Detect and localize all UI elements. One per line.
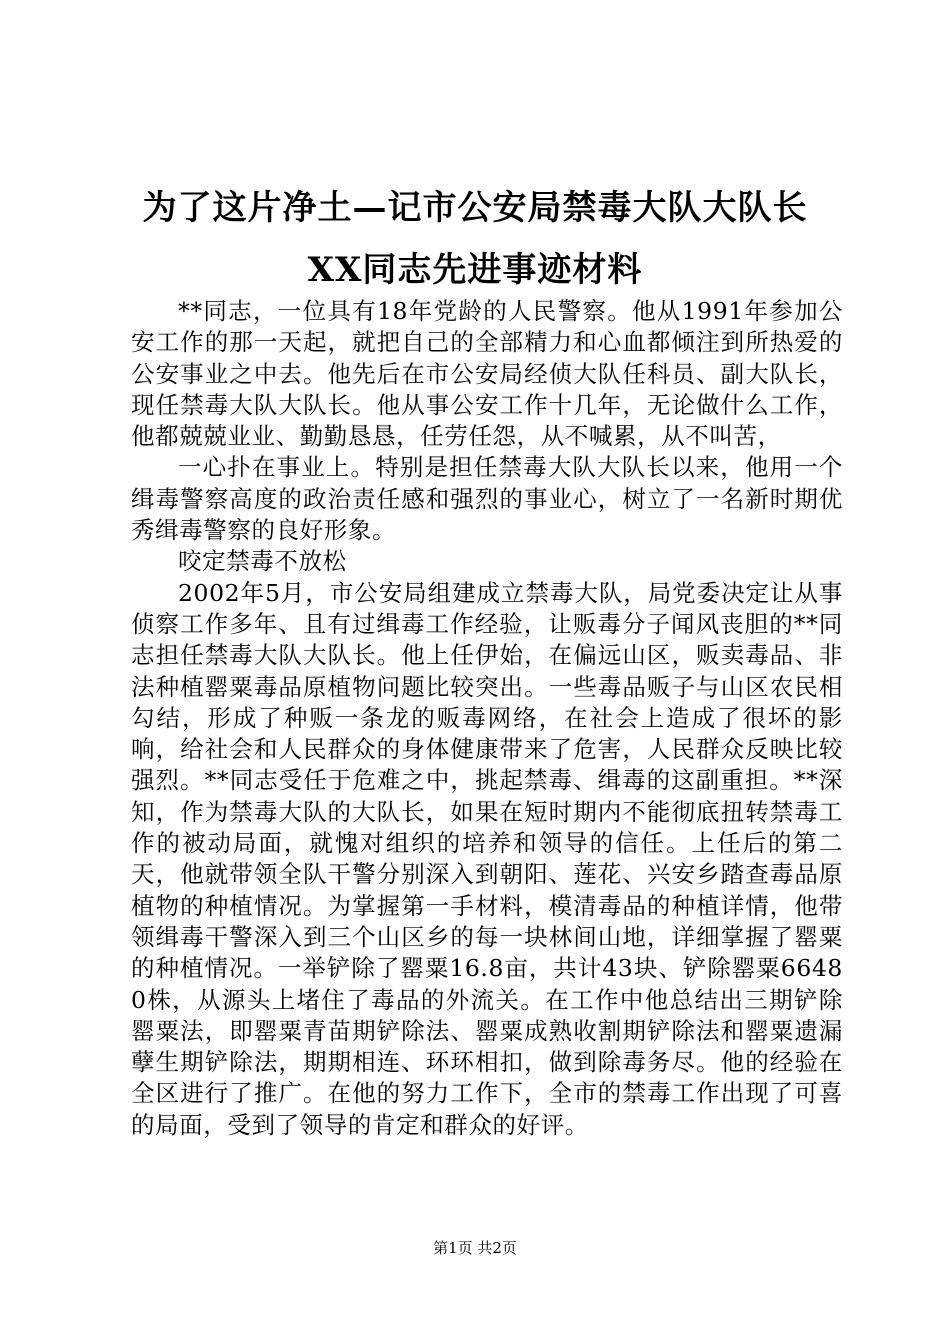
paragraph-dedication: 一心扑在事业上。特别是担任禁毒大队大队长以来，他用一个缉毒警察高度的政治责任感和强烈的事业心，树立了一名新时期优秀缉毒警察的良好形象。 [131,453,843,545]
page-footer: 第1页 共2页 [433,1239,517,1257]
section-heading: 咬定禁毒不放松 [178,547,347,576]
paragraph-intro: **同志，一位具有18年党龄的人民警察。他从1991年参加公安工作的那一天起，就把自己的全部精力和心血都倾注到所热爱的公安事业之中去。他先后在市公安局经侦大队任科员、副大队长，现任禁毒大队大队长。他从事公安工作十几年，无论做什么工作，他都兢兢业业、勤勤恳恳，任劳任怨，从不喊累，从不叫苦， [131,297,843,451]
document-title-line-2: XX同志先进事迹材料 [307,250,643,290]
paragraph-main: 2002年5月，市公安局组建成立禁毒大队，局党委决定让从事侦察工作多年、且有过缉毒工作经验，让贩毒分子闻风丧胆的**同志担任禁毒大队大队长。他上任伊始，在偏远山区，贩卖毒品、非法种植罂粟毒品原植物问题比较突出。一些毒品贩子与山区农民相勾结，形成了种贩一条龙的贩毒网络，在社会上造成了很坏的影响，给社会和人民群众的身体健康带来了危害，人民群众反映比较强烈。**同志受任于危难之中，挑起禁毒、缉毒的这副重担。**深知，作为禁毒大队的大队长，如果在短时期内不能彻底扭转禁毒工作的被动局面，就愧对组织的培养和领导的信任。上任后的第二天，他就带领全队干警分别深入到朝阳、莲花、兴安乡踏查毒品原植物的种植情况。为掌握第一手材料，模清毒品的种植详情，他带领缉毒干警深入到三个山区乡的每一块林间山地，详细掌握了罂粟的种植情况。一举铲除了罂粟16.8亩，共计43块、铲除罂粟66480株，从源头上堵住了毒品的外流关。在工作中他总结出三期铲除罂粟法，即罂粟青苗期铲除法、罂粟成熟收割期铲除法和罂粟遗漏孽生期铲除法，期期相连、环环相扣，做到除毒务尽。他的经验在全区进行了推广。在他的努力工作下，全市的禁毒工作出现了可喜的局面，受到了领导的肯定和群众的好评。 [131,578,843,1139]
document-title-line-1: 为了这片净土—记市公安局禁毒大队大队长 [142,188,808,228]
document-body [131,296,843,1141]
